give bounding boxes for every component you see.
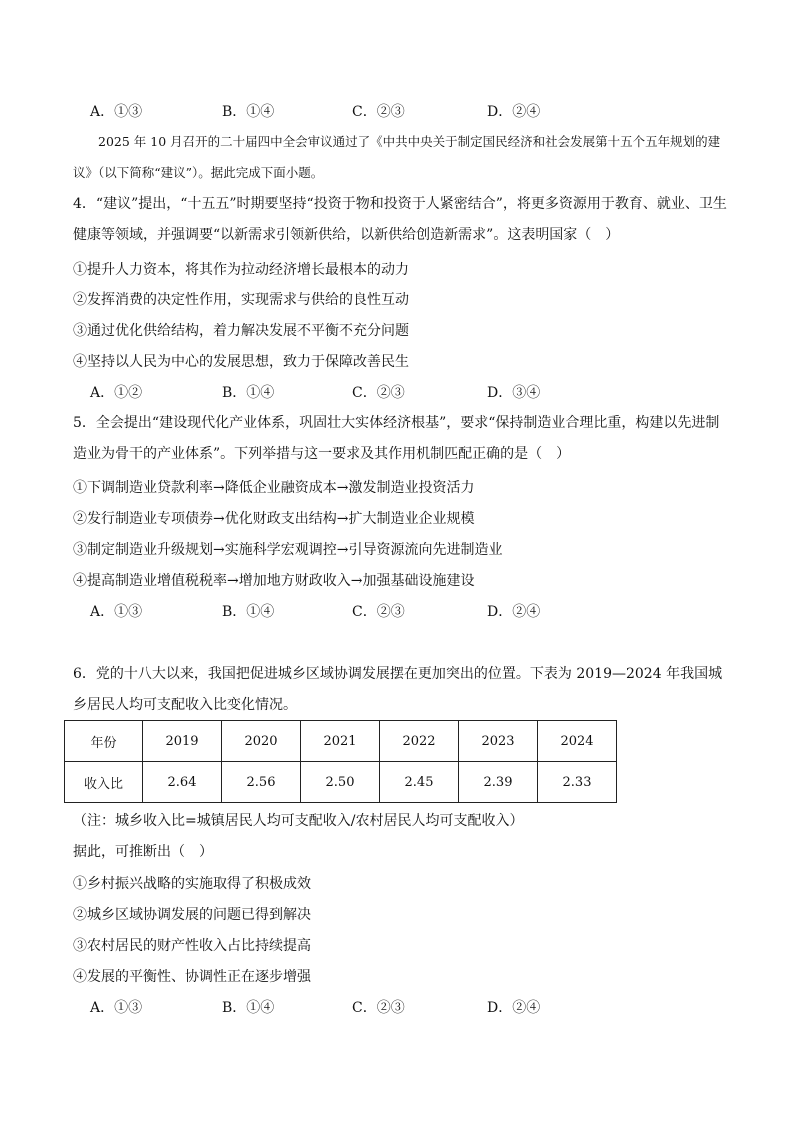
q6-item-2: ②城乡区域协调发展的问题已得到解决 <box>73 907 311 923</box>
q5-options <box>90 602 710 622</box>
table-cell: 2024 <box>538 721 617 762</box>
q5-item-1: ①下调制造业贷款利率→降低企业融资成本→激发制造业投资活力 <box>73 480 475 496</box>
q4-option-d[interactable]: D．③④ <box>487 385 541 401</box>
table-cell: 2.33 <box>538 762 617 803</box>
table-cell: 2.45 <box>380 762 459 803</box>
q5-option-d[interactable]: D．②④ <box>487 604 541 620</box>
q5-item-3: ③制定制造业升级规划→实施科学宏观调控→引导资源流向先进制造业 <box>73 542 503 558</box>
table-header-cell: 收入比 <box>65 762 143 803</box>
q6-item-1: ①乡村振兴战略的实施取得了积极成效 <box>73 876 311 892</box>
q6-option-d[interactable]: D．②④ <box>487 1000 541 1016</box>
table-cell: 2020 <box>222 721 301 762</box>
q6-ask: 据此，可推断出（ ） <box>73 844 213 860</box>
table-header-cell: 年份 <box>65 721 143 762</box>
q4-item-4: ④坚持以人民为中心的发展思想，致力于保障改善民生 <box>73 354 409 370</box>
q5-stem: 5．全会提出“建设现代化产业体系，巩固壮大实体经济根基”，要求“保持制造业合理比重，构建以先进制造业为骨干的产业体系”。下列举措与这一要求及其作用机制匹配正确的是（ ） <box>73 415 720 462</box>
q6-item-4: ④发展的平衡性、协调性正在逐步增强 <box>73 969 311 985</box>
q5-item-2: ②发行制造业专项债券→优化财政支出结构→扩大制造业企业规模 <box>73 511 475 527</box>
q3-option-c[interactable]: C．②③ <box>352 104 405 120</box>
q6-item-3: ③农村居民的财产性收入占比持续提高 <box>73 938 311 954</box>
q5-item-4: ④提高制造业增值税税率→增加地方财政收入→加强基础设施建设 <box>73 573 475 589</box>
q6-options <box>90 998 710 1018</box>
table-cell: 2.56 <box>222 762 301 803</box>
table-cell: 2.50 <box>301 762 380 803</box>
q4-options <box>90 383 710 403</box>
q4-option-b[interactable]: B．①④ <box>222 385 275 401</box>
q4-item-1: ①提升人力资本，将其作为拉动经济增长最根本的动力 <box>73 262 409 278</box>
q6-stem: 6．党的十八大以来，我国把促进城乡区域协调发展摆在更加突出的位置。下表为 2019—2024 年我国城乡居民人均可支配收入比变化情况。 <box>73 666 723 713</box>
q4-item-2: ②发挥消费的决定性作用，实现需求与供给的良性互动 <box>73 292 409 308</box>
q3-option-b[interactable]: B．①④ <box>222 104 275 120</box>
table-cell: 2.64 <box>143 762 222 803</box>
table-row <box>65 721 617 762</box>
q3-option-d[interactable]: D．②④ <box>487 104 541 120</box>
q4-option-c[interactable]: C．②③ <box>352 385 405 401</box>
q5-option-c[interactable]: C．②③ <box>352 604 405 620</box>
q6-option-c[interactable]: C．②③ <box>352 1000 405 1016</box>
table-row <box>65 762 617 803</box>
table-cell: 2019 <box>143 721 222 762</box>
table-cell: 2022 <box>380 721 459 762</box>
q6-option-b[interactable]: B．①④ <box>222 1000 275 1016</box>
q5-option-b[interactable]: B．①④ <box>222 604 275 620</box>
q3-option-a[interactable]: A．①③ <box>90 104 143 120</box>
q5-option-a[interactable]: A．①③ <box>90 604 143 620</box>
table-cell: 2.39 <box>459 762 538 803</box>
q6-option-a[interactable]: A．①③ <box>90 1000 143 1016</box>
q3-options <box>90 102 710 122</box>
income-ratio-table <box>64 720 617 803</box>
q4-stem: 4．“建议”提出，“十五五”时期要坚持“投资于物和投资于人紧密结合”，将更多资源用于教育、就业、卫生健康等领域，并强调要“以新需求引领新供给，以新供给创造新需求”。这表明国家（ ） <box>73 196 727 243</box>
material-intro: 2025 年 10 月召开的二十届四中全会审议通过了《中共中央关于制定国民经济和社会发展第十五个五年规划的建议》（以下简称“建议”）。据此完成下面小题。 <box>73 134 721 180</box>
q4-option-a[interactable]: A．①② <box>90 385 143 401</box>
table-cell: 2021 <box>301 721 380 762</box>
q6-table-note: （注：城乡收入比=城镇居民人均可支配收入/农村居民人均可支配收入） <box>73 813 524 829</box>
q4-item-3: ③通过优化供给结构，着力解决发展不平衡不充分问题 <box>73 323 409 339</box>
table-cell: 2023 <box>459 721 538 762</box>
